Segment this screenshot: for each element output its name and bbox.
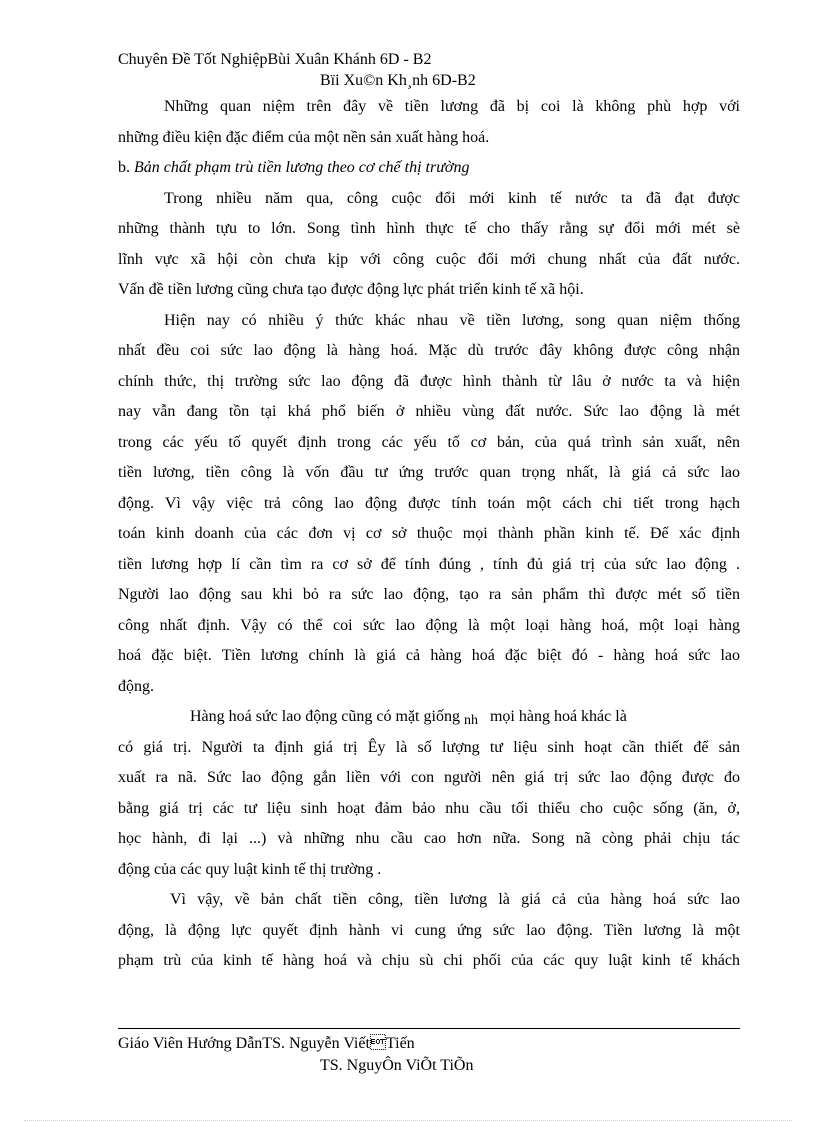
body-line: nay vẫn đang tồn tại khá phổ biến ở nhiều vùng đất nước. Sức lao động là mét — [118, 403, 740, 420]
footer-rule — [118, 1028, 740, 1029]
body-line: nhất đều coi sức lao động là hàng hoá. Mặc dù trước đây không được công nhận — [118, 342, 740, 359]
body-line: động, là động lực quyết định hành vi cung ứng sức lao động. Tiền lương là một — [118, 921, 740, 939]
body-line: chính thức, thị trường sức lao động đã được hình thành từ lâu ở nước ta và hiện — [118, 372, 740, 390]
header-line-1: Chuyên Đề Tốt NghiệpBùi Xuân Khánh 6D - B2 — [118, 51, 432, 68]
body-line: hoá đặc biệt. Tiền lương chính là giá cả hàng hoá đặc biệt đó - hàng hoá sức lao — [118, 647, 740, 664]
body-text — [118, 92, 740, 977]
body-line: phạm trù của kinh tế hàng hoá và chịu sù chi phối của các quy luật kinh tế khách — [118, 952, 740, 969]
body-line: động của các quy luật kinh tế thị trường . — [118, 860, 382, 878]
body-line: Người lao động sau khi bỏ ra sức lao động, tạo ra sản phẩm thì được mét số tiền — [118, 586, 740, 603]
body-line: toán kinh doanh của các đơn vị cơ sở thuộc mọi thành phần kinh tế. Để xác định — [118, 525, 740, 542]
body-line: động. Vì vậy việc trả công lao động được tính toán một cách chi tiết trong hạch — [118, 494, 740, 512]
body-line: tiền lương hợp lí cần tìm ra cơ sở để tính đúng , tính đủ giá trị của sức lao động . — [118, 555, 740, 573]
body-line: xuất ra nã. Sức lao động gắn liền với con người nên giá trị sức lao động được đo — [118, 769, 740, 786]
body-line: công nhất định. Vậy có thể coi sức lao động là một loại hàng hoá, một loại hàng — [118, 616, 740, 634]
header-line-2: Bïi Xu©n Kh¸nh 6D-B2 — [320, 72, 476, 89]
body-line: Trong nhiều năm qua, công cuộc đổi mới kinh tế nước ta đã đạt được — [164, 189, 740, 207]
body-line: học hành, đi lại ...) và những nhu cầu cao hơn nữa. Song nã còng phải chịu tác — [118, 830, 740, 847]
section-heading-label: b. — [118, 159, 130, 176]
body-line: trong các yếu tố quyết định trong các yếu tố cơ bản, của quá trình sản xuất, nên — [118, 433, 740, 451]
body-line: có giá trị. Người ta định giá trị Êy là số lượng tư liệu sinh hoạt cần thiết để sản — [118, 738, 740, 756]
body-line: động. — [118, 677, 154, 695]
section-heading-text: Bản chất phạm trù tiền lương theo cơ chế thị trường — [134, 159, 470, 176]
special-fragment: nh — [463, 713, 478, 728]
body-line: Những quan niệm trên đây về tiền lương đã bị coi là không phù hợp với — [164, 98, 740, 115]
body-line: Hiện nay có nhiều ý thức khác nhau về tiền lương, song quan niệm thống — [164, 311, 740, 329]
body-line: những thành tựu to lớn. Song tình hình thực tế cho thấy rằng sự đổi mới mét sè — [118, 220, 740, 237]
footer-line-2: TS. NguyÔn ViÕt TiÕn — [320, 1057, 474, 1074]
footer-line-1: Giáo Viên Hướng DẫnTS. Nguyễn ViếtTiến — [118, 1035, 415, 1052]
special-line-end: mọi hàng hoá khác là — [489, 708, 627, 725]
page-edge-dotted-line — [24, 1120, 792, 1121]
body-line-special — [118, 702, 740, 733]
body-line: Vì vậy, về bản chất tiền công, tiền lương là giá cả của hàng hoá sức lao — [170, 891, 740, 908]
body-line: lĩnh vực xã hội còn chưa kịp với công cuộc đổi mới chung nhất của đất nước. — [118, 250, 740, 268]
body-line: những điều kiện đặc điểm của một nền sản xuất hàng hoá. — [118, 128, 490, 146]
body-line: Vấn đề tiền lương cũng chưa tạo được động lực phát triển kinh tế xã hội. — [118, 281, 584, 298]
body-line: tiền lương, tiền công là vốn đầu tư ứng trước quan trọng nhất, là giá cả sức lao — [118, 464, 740, 481]
section-heading — [118, 153, 740, 184]
body-line: bằng giá trị các tư liệu sinh hoạt đảm bảo nhu cầu tối thiểu cho cuộc sống (ăn, ở, — [118, 799, 740, 817]
special-line-start: Hàng hoá sức lao động cũng có mặt giống — [190, 708, 460, 725]
